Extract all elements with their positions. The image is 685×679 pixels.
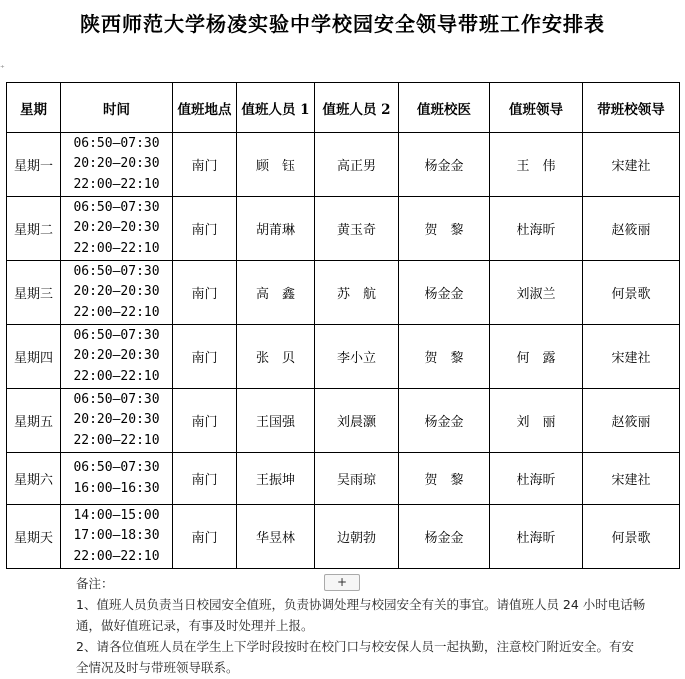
doctor-cell: 杨金金 (399, 133, 490, 197)
school-leader-cell: 宋建社 (583, 453, 680, 505)
staff2-cell: 高正男 (315, 133, 399, 197)
column-header: 带班校领导 (583, 83, 680, 133)
time-cell (61, 505, 173, 569)
staff2-cell: 苏 航 (315, 261, 399, 325)
time-slot: 22:00—22:10 (73, 368, 160, 384)
column-header: 值班领导 (490, 83, 583, 133)
time-slot: 16:00—16:30 (73, 480, 160, 496)
table-row (7, 133, 680, 197)
column-header: 时间 (61, 83, 173, 133)
day-cell: 星期天 (7, 505, 61, 569)
table-row (7, 197, 680, 261)
duty-schedule-table (6, 82, 680, 569)
doctor-cell: 杨金金 (399, 505, 490, 569)
time-slot: 06:50—07:30 (73, 460, 160, 475)
place-cell: 南门 (173, 197, 237, 261)
time-slot: 06:50—07:30 (73, 263, 160, 279)
leader-cell: 刘 丽 (490, 389, 583, 453)
school-leader-cell: 宋建社 (583, 133, 680, 197)
time-slot: 06:50—07:30 (73, 135, 160, 151)
staff1-cell: 王振坤 (237, 453, 315, 505)
time-slot: 22:00—22:10 (73, 176, 160, 192)
table-row (7, 325, 680, 389)
table-row (7, 389, 680, 453)
time-slot: 22:00—22:10 (73, 432, 160, 448)
school-leader-cell: 何景歌 (583, 505, 680, 569)
time-slot: 22:00—22:10 (73, 548, 160, 564)
day-cell: 星期三 (7, 261, 61, 325)
notes-heading: 备注： (76, 576, 114, 591)
table-row (7, 505, 680, 569)
table-body (7, 133, 680, 569)
day-cell: 星期一 (7, 133, 61, 197)
place-cell: 南门 (173, 261, 237, 325)
table-handle-icon[interactable]: ⁺ (0, 64, 5, 74)
note-item-2: 2、请各位值班人员在学生上下学时段按时在校门口与校安保人员一起执勤，注意校门附近安全。有安全情况及时与带班领导联系。 (76, 639, 634, 675)
staff2-cell: 吴雨琼 (315, 453, 399, 505)
time-slot: 20:20—20:30 (73, 348, 160, 364)
table-row (7, 453, 680, 505)
time-cell (61, 197, 173, 261)
staff2-cell: 边朝勃 (315, 505, 399, 569)
staff2-cell: 刘晨灏 (315, 389, 399, 453)
time-slot: 06:50—07:30 (73, 199, 160, 215)
page-title: 陕西师范大学杨凌实验中学校园安全领导带班工作安排表 (80, 12, 605, 36)
staff1-cell: 张 贝 (237, 325, 315, 389)
column-header: 值班校医 (399, 83, 490, 133)
table-header-row (7, 83, 680, 133)
staff1-cell: 王国强 (237, 389, 315, 453)
doctor-cell: 杨金金 (399, 261, 490, 325)
school-leader-cell: 赵筱丽 (583, 197, 680, 261)
column-header: 值班人员 1 (237, 83, 315, 133)
doctor-cell: 贺 黎 (399, 197, 490, 261)
table-row (7, 261, 680, 325)
column-header: 值班地点 (173, 83, 237, 133)
leader-cell: 王 伟 (490, 133, 583, 197)
time-slot: 20:20—20:30 (73, 220, 160, 236)
time-slot: 22:00—22:10 (73, 240, 160, 256)
time-slot: 20:20—20:30 (73, 284, 160, 300)
school-leader-cell: 赵筱丽 (583, 389, 680, 453)
staff2-cell: 黄玉奇 (315, 197, 399, 261)
doctor-cell: 杨金金 (399, 389, 490, 453)
staff1-cell: 高 鑫 (237, 261, 315, 325)
leader-cell: 何 露 (490, 325, 583, 389)
staff1-cell: 顾 钰 (237, 133, 315, 197)
staff1-cell: 华昱林 (237, 505, 315, 569)
time-cell (61, 453, 173, 505)
leader-cell: 杜海昕 (490, 505, 583, 569)
day-cell: 星期六 (7, 453, 61, 505)
doctor-cell: 贺 黎 (399, 453, 490, 505)
place-cell: 南门 (173, 505, 237, 569)
staff2-cell: 李小立 (315, 325, 399, 389)
time-cell (61, 325, 173, 389)
day-cell: 星期四 (7, 325, 61, 389)
doctor-cell: 贺 黎 (399, 325, 490, 389)
time-slot: 06:50—07:30 (73, 391, 160, 407)
leader-cell: 杜海昕 (490, 197, 583, 261)
school-leader-cell: 宋建社 (583, 325, 680, 389)
time-slot: 20:20—20:30 (73, 156, 160, 172)
place-cell: 南门 (173, 389, 237, 453)
place-cell: 南门 (173, 133, 237, 197)
time-cell (61, 133, 173, 197)
place-cell: 南门 (173, 325, 237, 389)
school-leader-cell: 何景歌 (583, 261, 680, 325)
column-header: 值班人员 2 (315, 83, 399, 133)
time-slot: 06:50—07:30 (73, 327, 160, 343)
time-slot: 14:00—15:00 (73, 507, 160, 523)
time-slot: 22:00—22:10 (73, 304, 160, 320)
add-row-button[interactable]: + (324, 574, 360, 591)
leader-cell: 刘淑兰 (490, 261, 583, 325)
day-cell: 星期二 (7, 197, 61, 261)
time-cell (61, 389, 173, 453)
day-cell: 星期五 (7, 389, 61, 453)
time-cell (61, 261, 173, 325)
place-cell: 南门 (173, 453, 237, 505)
note-item-1: 1、值班人员负责当日校园安全值班，负责协调处理与校园安全有关的事宜。请值班人员 24 小时电话畅通，做好值班记录，有事及时处理并上报。 (76, 597, 646, 633)
column-header: 星期 (7, 83, 61, 133)
time-slot: 17:00—18:30 (73, 528, 160, 544)
staff1-cell: 胡莆琳 (237, 197, 315, 261)
notes-section (76, 573, 646, 678)
time-slot: 20:20—20:30 (73, 412, 160, 428)
leader-cell: 杜海昕 (490, 453, 583, 505)
